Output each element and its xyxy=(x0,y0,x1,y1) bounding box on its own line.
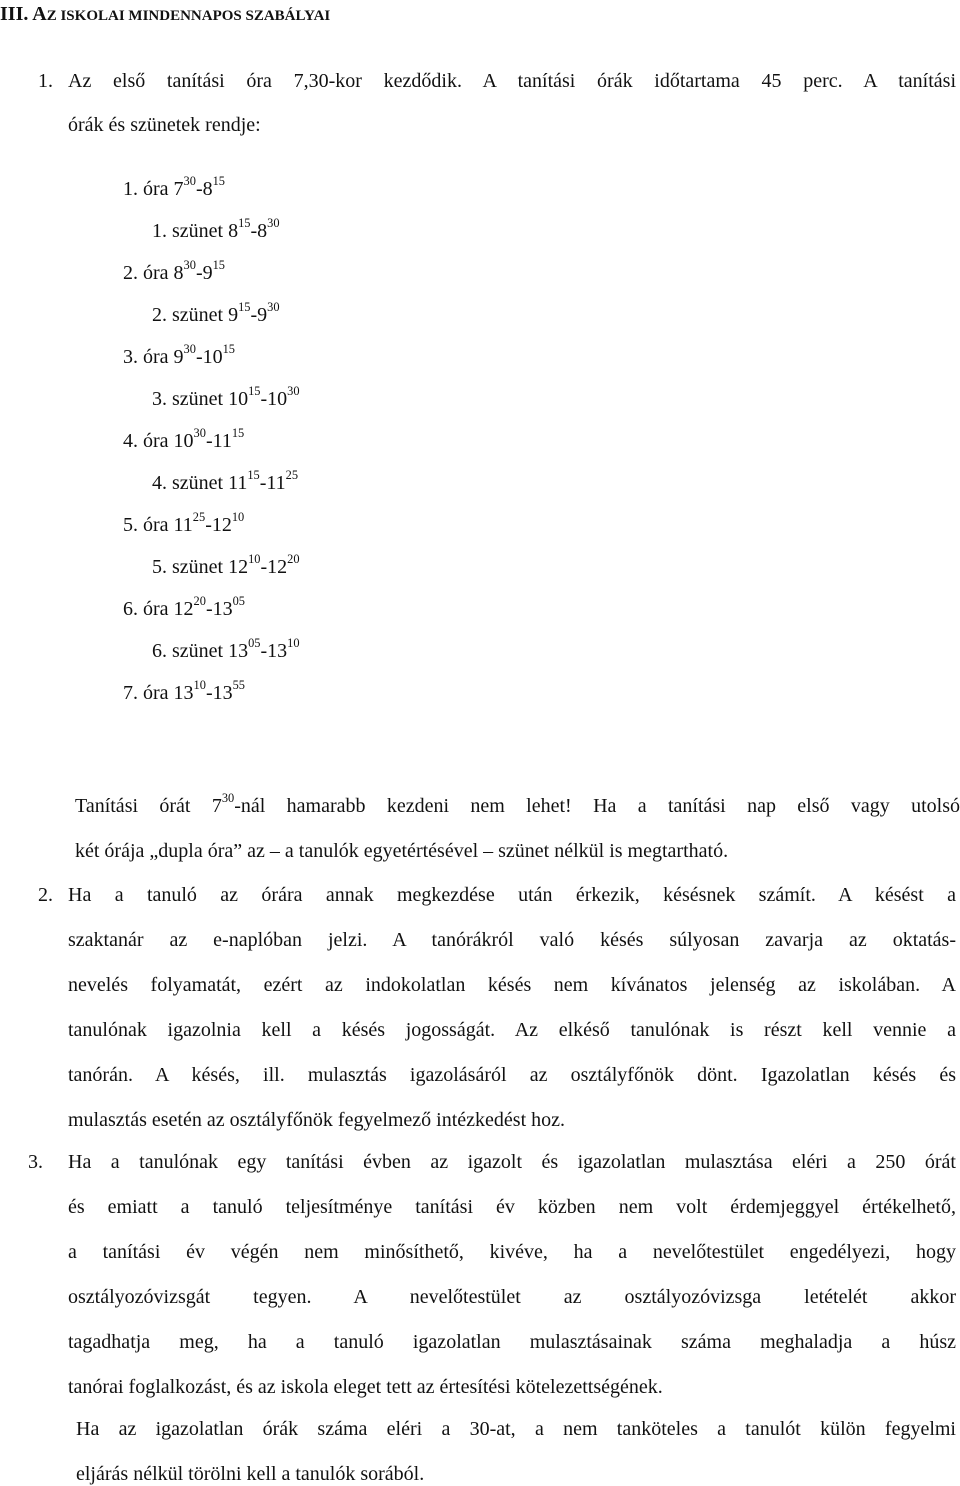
schedule-lesson-row xyxy=(123,594,245,621)
schedule-break-row xyxy=(152,384,300,411)
row-end-hour: -11 xyxy=(259,472,286,494)
p3-line: a tanítási év végén nem minősíthető, kivéve, ha a nevelőtestület engedélyezi, hogy xyxy=(68,1241,956,1263)
row-end-hour: -12 xyxy=(260,556,288,578)
section-heading xyxy=(0,3,330,26)
p3-line: tanórai foglalkozást, és az iskola eleget tett az értesítési kötelezettségének. xyxy=(68,1376,663,1398)
rule-1-line-1: Az első tanítási óra 7,30-kor kezdődik. A tanítási órák időtartama 45 perc. A tanítási xyxy=(68,70,956,92)
row-start-minutes: 15 xyxy=(238,300,251,315)
row-end-minutes: 15 xyxy=(212,258,225,273)
schedule-lesson-row xyxy=(123,678,245,705)
row-start-minutes: 30 xyxy=(183,342,196,357)
row-start-minutes: 15 xyxy=(238,216,251,231)
row-end-minutes: 15 xyxy=(212,174,225,189)
p3-line: tagadhatja meg, ha a tanuló igazolatlan mulasztásainak száma meghaladja a húsz xyxy=(68,1331,956,1353)
rule-1-number: 1. xyxy=(38,70,53,92)
row-start-minutes: 20 xyxy=(193,594,206,609)
row-end-hour: -13 xyxy=(260,640,288,662)
p2-line: szaktanár az e-naplóban jelzi. A tanórákról való késés súlyosan zavarja az oktatás- xyxy=(68,929,956,951)
row-end-minutes: 25 xyxy=(285,468,299,483)
row-end-minutes: 15 xyxy=(222,342,235,357)
row-end-hour: -9 xyxy=(195,262,213,284)
row-end-minutes: 55 xyxy=(232,678,245,693)
schedule-break-row xyxy=(152,636,300,663)
row-start-minutes: 05 xyxy=(248,636,261,651)
row-label: 5. szünet 12 xyxy=(152,556,249,578)
schedule-lesson-row xyxy=(123,174,225,201)
note-post: -nál hamarabb kezdeni nem lehet! Ha a tanítási nap első vagy utolsó xyxy=(234,795,960,817)
row-label: 2. szünet 9 xyxy=(152,304,239,326)
p2-line: tanórán. A késés, ill. mulasztás igazolásáról az osztályfőnök dönt. Igazolatlan késés és xyxy=(68,1064,956,1086)
row-end-hour: -11 xyxy=(205,430,232,452)
row-label: 1. óra 7 xyxy=(123,178,184,200)
p4-line: Ha az igazolatlan órák száma eléri a 30-at, a nem tanköteles a tanulót külön fegyelmi xyxy=(76,1418,956,1440)
heading-rest: Z ISKOLAI MINDENNAPOS SZABÁLYAI xyxy=(46,8,331,24)
row-end-hour: -8 xyxy=(195,178,213,200)
row-start-minutes: 30 xyxy=(183,258,196,273)
row-start-minutes: 15 xyxy=(248,384,261,399)
row-label: 6. szünet 13 xyxy=(152,640,249,662)
row-start-minutes: 30 xyxy=(183,174,196,189)
row-label: 2. óra 8 xyxy=(123,262,184,284)
p4-line: eljárás nélkül törölni kell a tanulók sorából. xyxy=(76,1463,425,1485)
schedule-break-row xyxy=(152,300,280,327)
row-end-hour: -13 xyxy=(205,598,233,620)
schedule-break-row xyxy=(152,552,300,579)
row-label: 3. óra 9 xyxy=(123,346,184,368)
row-end-minutes: 30 xyxy=(287,384,300,399)
row-start-minutes: 10 xyxy=(248,552,261,567)
p3-line: Ha a tanulónak egy tanítási évben az igazolt és igazolatlan mulasztása eléri a 250 órát xyxy=(68,1151,956,1173)
schedule-lesson-row xyxy=(123,510,245,537)
row-end-hour: -13 xyxy=(205,682,233,704)
note-pre: Tanítási órát 7 xyxy=(75,795,222,817)
row-end-minutes: 15 xyxy=(231,426,245,441)
row-start-minutes: 15 xyxy=(247,468,260,483)
row-end-hour: -9 xyxy=(250,304,268,326)
schedule-lesson-row xyxy=(123,342,235,369)
p2-line: Ha a tanuló az órára annak megkezdése után érkezik, késésnek számít. A késést a xyxy=(68,884,956,906)
p3-line: és emiatt a tanuló teljesítménye tanítási év közben nem volt érdemjeggyel értékelhető, xyxy=(68,1196,956,1218)
row-end-minutes: 05 xyxy=(232,594,245,609)
row-end-hour: -10 xyxy=(260,388,288,410)
note-line-1 xyxy=(75,791,960,818)
p2-line: tanulónak igazolnia kell a késés jogosságát. Az elkéső tanulónak is részt kell vennie a xyxy=(68,1019,956,1041)
row-label: 6. óra 12 xyxy=(123,598,194,620)
p2-number: 2. xyxy=(38,884,53,906)
row-start-minutes: 30 xyxy=(193,426,206,441)
row-end-minutes: 30 xyxy=(267,300,280,315)
row-label: 4. óra 10 xyxy=(123,430,194,452)
p3-number: 3. xyxy=(28,1151,43,1173)
row-end-minutes: 30 xyxy=(267,216,280,231)
row-start-minutes: 25 xyxy=(192,510,206,525)
note-line-2: két órája „dupla óra” az – a tanulók egyetértésével – szünet nélkül is megtartható. xyxy=(75,840,729,862)
row-start-minutes: 10 xyxy=(193,678,206,693)
p2-line: nevelés folyamatát, ezért az indokolatlan késés nem kívánatos jelenség az iskolában. A xyxy=(68,974,956,996)
row-label: 7. óra 13 xyxy=(123,682,194,704)
schedule-break-row xyxy=(152,216,280,243)
schedule-break-row xyxy=(152,468,299,495)
row-end-minutes: 10 xyxy=(231,510,245,525)
schedule-lesson-row xyxy=(123,426,245,453)
row-label: 5. óra 11 xyxy=(123,514,193,536)
schedule-lesson-row xyxy=(123,258,225,285)
heading-roman: III. xyxy=(0,3,29,25)
heading-first-letter: A xyxy=(32,3,47,25)
row-end-hour: -8 xyxy=(250,220,268,242)
row-label: 4. szünet 11 xyxy=(152,472,248,494)
row-label: 3. szünet 10 xyxy=(152,388,249,410)
note-sup: 30 xyxy=(221,791,235,806)
row-end-hour: -12 xyxy=(205,514,232,536)
p2-line: mulasztás esetén az osztályfőnök fegyelmező intézkedést hoz. xyxy=(68,1109,566,1131)
rule-1-line-2: órák és szünetek rendje: xyxy=(68,114,261,136)
row-end-hour: -10 xyxy=(195,346,223,368)
row-label: 1. szünet 8 xyxy=(152,220,239,242)
p3-line: osztályozóvizsgát tegyen. A nevelőtestület az osztályozóvizsga letételét akkor xyxy=(68,1286,956,1308)
row-end-minutes: 10 xyxy=(287,636,300,651)
row-end-minutes: 20 xyxy=(287,552,300,567)
